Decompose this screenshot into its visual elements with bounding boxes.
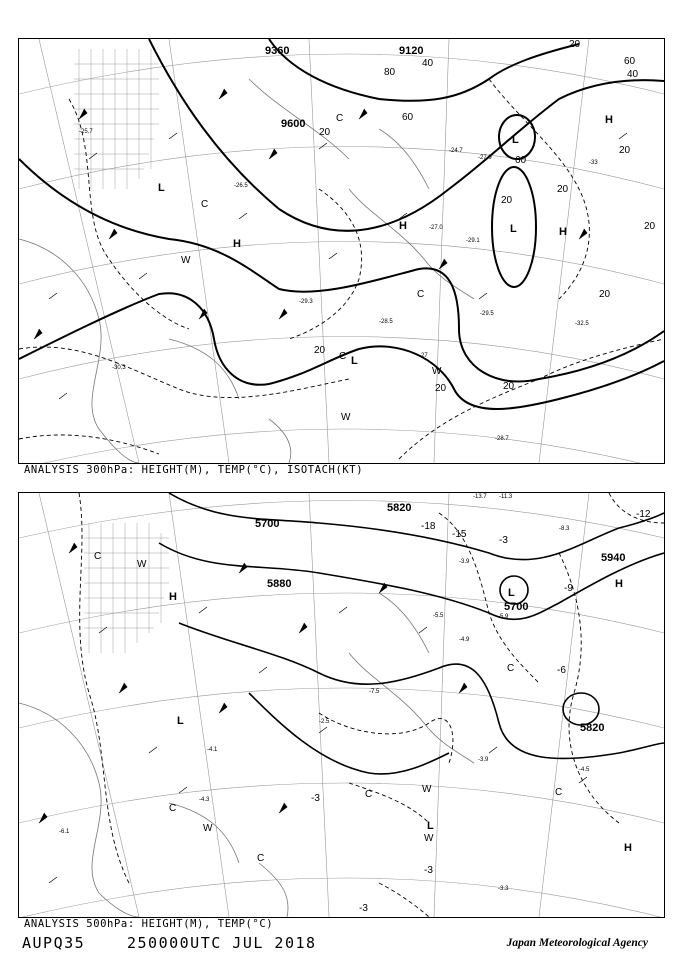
height-label: 5820: [387, 502, 412, 514]
coastlines: [19, 593, 474, 917]
height-label: 5880: [267, 578, 292, 590]
agency-name: Japan Meteorological Agency: [506, 937, 648, 949]
isotach-hatch: [74, 49, 159, 189]
isotach-label: 20: [569, 39, 581, 50]
wind-barbs: [39, 543, 587, 883]
station-temp: -27: [419, 353, 428, 359]
height-label: 9600: [281, 118, 306, 130]
height-label: 5820: [580, 722, 605, 734]
cold-center: C: [365, 789, 373, 800]
station-value: -4.9: [459, 637, 470, 643]
temp-label: -3: [359, 903, 368, 914]
isotach-label: 60: [402, 112, 414, 123]
station-value: -4.5: [579, 767, 590, 773]
panel-caption-300hpa: ANALYSIS 300hPa: HEIGHT(M), TEMP(°C), ISOTACH(KT): [24, 464, 364, 476]
isotach-label: 20: [314, 345, 326, 356]
wind-barbs: [34, 89, 627, 399]
isotach-label: 60: [515, 155, 527, 166]
station-value: -4.1: [207, 747, 218, 753]
graticule: [19, 493, 664, 917]
isotach-label: 20: [644, 221, 656, 232]
station-temp: -26.5: [234, 183, 248, 189]
low-center: L: [427, 820, 434, 832]
cold-center: C: [555, 787, 563, 798]
map-500hpa-drawing: [19, 493, 664, 917]
cold-center: C: [336, 113, 344, 124]
isotach-label: 60: [624, 56, 636, 67]
isotach-label: 40: [627, 69, 639, 80]
cold-center: C: [94, 551, 102, 562]
station-value: -13.7: [473, 494, 487, 500]
map-300hpa: [18, 38, 665, 464]
high-center: H: [559, 226, 567, 238]
warm-center: W: [424, 833, 434, 844]
map-500hpa: [18, 492, 665, 918]
station-temp: -29.1: [466, 238, 480, 244]
temp-label: -18: [421, 521, 436, 532]
station-temp: -28.7: [495, 436, 509, 442]
station-temp: -27.0: [429, 225, 443, 231]
dashed-contours: [19, 79, 664, 459]
isotach-label: 20: [501, 195, 513, 206]
station-temp: -29.5: [480, 311, 494, 317]
low-center: L: [508, 587, 515, 599]
temp-label: -9: [564, 583, 573, 594]
station-temp: -29.3: [299, 299, 313, 305]
height-label: 5700: [255, 518, 280, 530]
warm-center: W: [137, 559, 147, 570]
cold-center: C: [169, 803, 177, 814]
panel-caption-500hpa: ANALYSIS 500hPa: HEIGHT(M), TEMP(°C): [24, 918, 274, 930]
isotach-label: 20: [557, 184, 569, 195]
station-temp: -28.5: [379, 319, 393, 325]
temp-label: -15: [452, 529, 467, 540]
isotach-label: 20: [435, 383, 447, 394]
warm-center: W: [432, 366, 442, 377]
low-center: L: [351, 355, 358, 367]
station-value: -8.3: [559, 526, 570, 532]
station-value: -3.3: [498, 886, 509, 892]
warm-center: W: [203, 823, 213, 834]
temp-label: -6: [557, 665, 566, 676]
cold-center: C: [201, 199, 209, 210]
low-center: L: [158, 182, 165, 194]
station-value: -7.5: [369, 689, 380, 695]
temp-label: -3: [424, 865, 433, 876]
warm-center: W: [422, 784, 432, 795]
station-value: -4.3: [199, 797, 210, 803]
cold-center: C: [507, 663, 515, 674]
isotach-label: 20: [319, 127, 331, 138]
station-temp: -27.9: [478, 155, 492, 161]
station-value: -11.3: [499, 494, 513, 500]
station-value: -6.1: [59, 829, 70, 835]
isotherms: [79, 493, 664, 917]
station-temp: -25.7: [79, 129, 93, 135]
height-label: 9360: [265, 45, 290, 57]
isotach-label: 20: [619, 145, 631, 156]
height-label: 5940: [601, 552, 626, 564]
temp-label: -3: [499, 535, 508, 546]
isotach-label: 80: [384, 67, 396, 78]
warm-center: W: [181, 255, 191, 266]
low-center: L: [510, 223, 517, 235]
chart-id: AUPQ35: [22, 934, 86, 952]
high-center: H: [615, 578, 623, 590]
cold-center: C: [257, 853, 265, 864]
high-center: H: [169, 591, 177, 603]
station-value: -3.9: [478, 757, 489, 763]
temp-label: -12: [636, 509, 651, 520]
warm-center: W: [341, 412, 351, 423]
station-temp: -33: [589, 160, 598, 166]
station-temp: -32.5: [575, 321, 589, 327]
station-value: -5.5: [433, 613, 444, 619]
map-300hpa-drawing: [19, 39, 664, 463]
height-label: 5700: [504, 601, 529, 613]
graticule: [19, 39, 664, 463]
station-value: -5.9: [498, 614, 509, 620]
station-temp: -24.7: [449, 148, 463, 154]
high-center: H: [624, 842, 632, 854]
high-center: H: [399, 220, 407, 232]
valid-time: 250000UTC JUL 2018: [127, 934, 317, 952]
station-value: -2.5: [319, 719, 330, 725]
temperature-hatch: [84, 523, 169, 653]
temp-label: -3: [311, 793, 320, 804]
high-center: H: [605, 114, 613, 126]
cold-center: C: [339, 351, 347, 362]
low-center: L: [177, 715, 184, 727]
station-temp: -30.3: [112, 365, 126, 371]
height-label: 9120: [399, 45, 424, 57]
isotach-label: 20: [599, 289, 611, 300]
isotach-label: 40: [422, 58, 434, 69]
low-center: L: [512, 134, 519, 146]
cold-center: C: [417, 289, 425, 300]
high-center: H: [233, 238, 241, 250]
coastlines: [19, 79, 474, 463]
isotach-label: 20: [503, 381, 515, 392]
station-value: -3.9: [459, 559, 470, 565]
